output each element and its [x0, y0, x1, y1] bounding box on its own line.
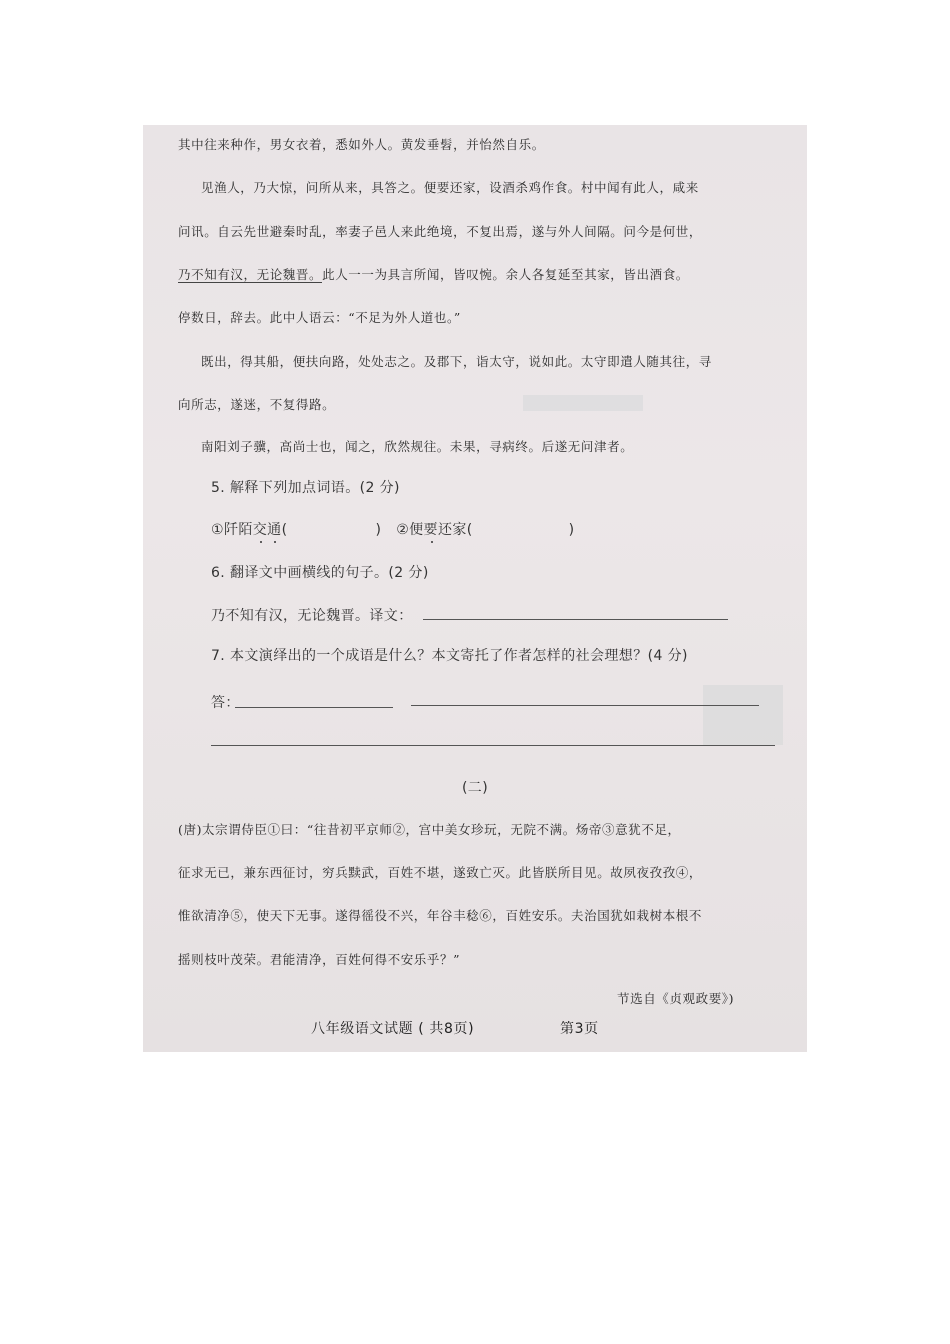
- q6-answer-line[interactable]: [423, 619, 728, 620]
- page-number: 第3页: [560, 1021, 599, 1037]
- passage-line: 南阳刘子骥，高尚士也，闻之，欣然规往。未果，寻病终。后遂无问津者。: [201, 439, 634, 454]
- passage-line: [178, 267, 689, 283]
- passage-line: 摇则枝叶茂荣。君能清净，百姓何得不安乐乎？”: [178, 952, 461, 967]
- q5-item-b-text: ②便: [396, 522, 424, 538]
- question-6-sentence: 乃不知有汉，无论魏晋。译文：: [211, 608, 413, 624]
- source-citation: 节选自《贞观政要》): [617, 991, 735, 1006]
- dotted-word: 通: [267, 522, 282, 538]
- q5-item-a-open: (: [281, 522, 288, 538]
- q7-answer-line[interactable]: [411, 705, 759, 706]
- passage-line: 向所志，遂迷，不复得路。: [178, 397, 336, 412]
- question-6: 6. 翻译文中画横线的句子。(2 分): [211, 565, 429, 581]
- passage-line: 见渔人，乃大惊，问所从来，具答之。便要还家，设酒杀鸡作食。村中闻有此人，咸来: [201, 180, 699, 195]
- q5-item-a-close: ): [375, 522, 382, 538]
- underlined-sentence: 乃不知有汉，无论魏晋。: [178, 267, 323, 282]
- dotted-word: 要: [423, 522, 438, 538]
- q5-item-b-open: (: [466, 522, 473, 538]
- q5-item-b-text: 还家: [437, 522, 467, 538]
- passage-line: 征求无已，兼东西征讨，穷兵黩武，百姓不堪，遂致亡灭。此皆朕所目见。故夙夜孜孜④，: [178, 865, 703, 880]
- question-7: 7. 本文演绎出的一个成语是什么？本文寄托了作者怎样的社会理想？(4 分): [211, 648, 688, 664]
- passage-line: 停数日，辞去。此中人语云：“不足为外人道也。”: [178, 310, 461, 325]
- scan-smudge: [523, 395, 643, 411]
- q5-item-a-text: ①阡陌: [211, 522, 253, 538]
- passage-line: 既出，得其船，便扶向路，处处志之。及郡下，诣太守，说如此。太守即遣人随其往，寻: [201, 354, 712, 369]
- scan-smudge: [703, 685, 783, 745]
- q7-answer-line[interactable]: [235, 707, 393, 708]
- passage-line: (唐)太宗谓侍臣①曰：“往昔初平京师②，宫中美女珍玩，无院不满。炀帝③意犹不足，: [178, 822, 681, 837]
- passage-line: 惟欲清净⑤，使天下无事。遂得徭役不兴，年谷丰稔⑥，百姓安乐。夫治国犹如栽树本根不: [178, 908, 703, 923]
- q7-answer-line[interactable]: [211, 745, 775, 746]
- passage-line: 其中往来种作，男女衣着，悉如外人。黄发垂髫，并怡然自乐。: [178, 137, 545, 152]
- q5-item-b-close: ): [568, 522, 575, 538]
- passage-text: 此人一一为具言所闻，皆叹惋。余人各复延至其家，皆出酒食。: [322, 267, 689, 282]
- section-heading: (二): [461, 780, 489, 796]
- question-5: 5. 解释下列加点词语。(2 分): [211, 480, 400, 496]
- question-5-items: [211, 522, 575, 538]
- question-7-answer-label: 答：: [211, 695, 240, 711]
- scanned-exam-page: [143, 125, 807, 1052]
- dotted-word: 交: [252, 522, 268, 538]
- passage-line: 问讯。自云先世避秦时乱，率妻子邑人来此绝境，不复出焉，遂与外人间隔。问今是何世，: [178, 224, 703, 239]
- exam-footer-title: 八年级语文试题 ( 共8页): [311, 1021, 475, 1037]
